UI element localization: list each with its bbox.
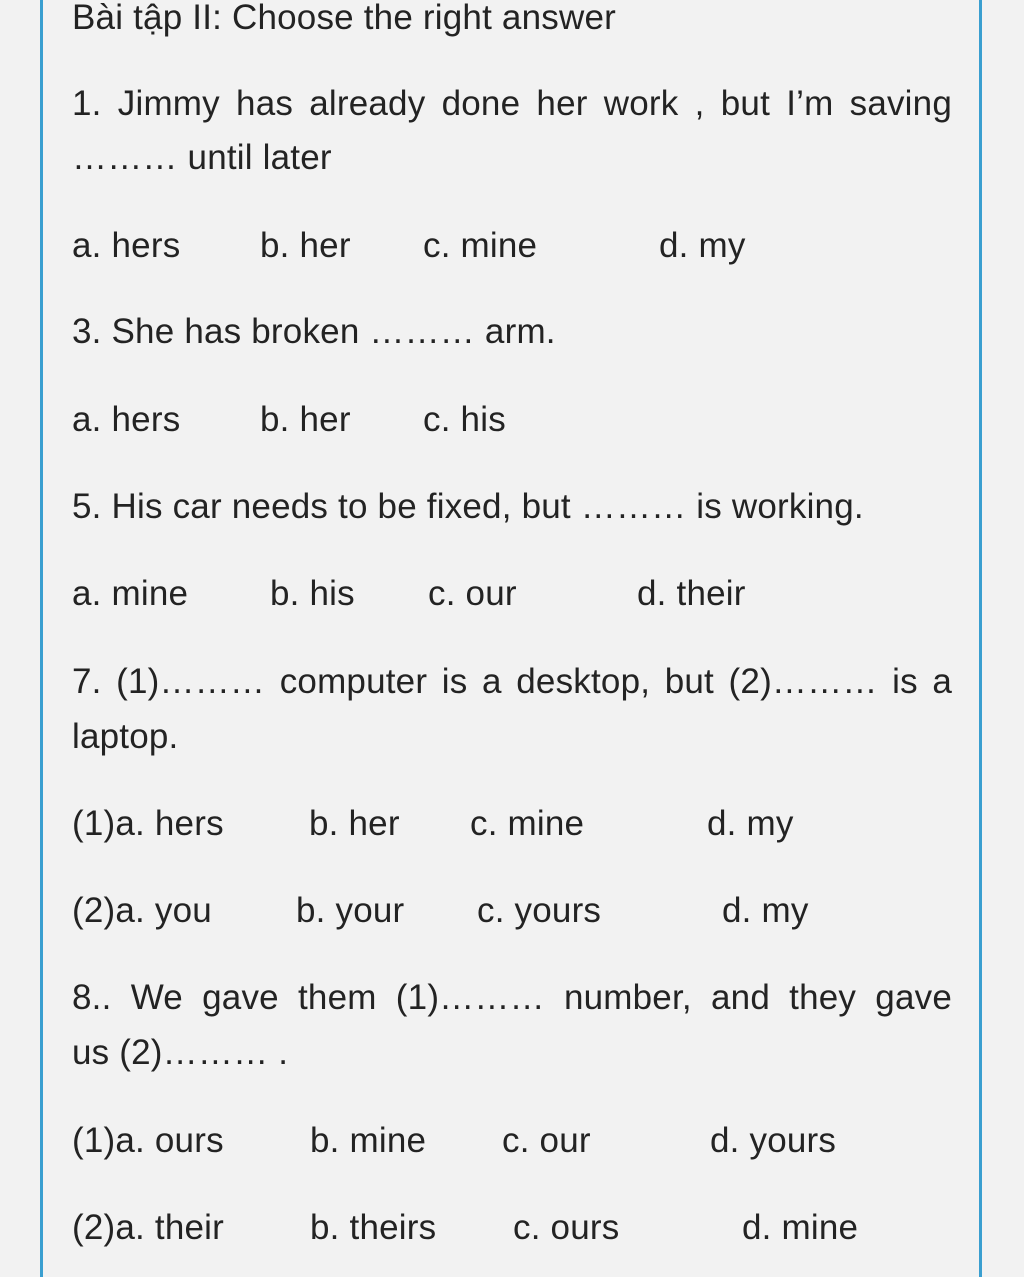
q7-part2-option-d[interactable]: d. my: [722, 891, 809, 930]
q3-option-b[interactable]: b. her: [260, 400, 351, 439]
q5-option-b[interactable]: b. his: [270, 574, 355, 613]
q8-part2-option-b[interactable]: b. theirs: [310, 1208, 437, 1247]
question-7-line-2: laptop.: [72, 717, 179, 756]
question-1-line-1: 1. Jimmy has already done her work , but I’m saving: [72, 84, 952, 123]
q1-option-c[interactable]: c. mine: [423, 226, 538, 265]
q5-option-a[interactable]: a. mine: [72, 574, 189, 613]
q7-part2-option-a[interactable]: (2)a. you: [72, 891, 212, 930]
q8-part2-option-c[interactable]: c. ours: [513, 1208, 620, 1247]
q3-option-c[interactable]: c. his: [423, 400, 506, 439]
q8-part2-option-a[interactable]: (2)a. their: [72, 1208, 224, 1247]
question-5: 5. His car needs to be fixed, but ……… is working.: [72, 487, 864, 526]
q1-option-a[interactable]: a. hers: [72, 226, 181, 265]
q8-part1-option-d[interactable]: d. yours: [710, 1121, 837, 1160]
q7-part2-option-c[interactable]: c. yours: [477, 891, 602, 930]
question-8-line-2: us (2)……… .: [72, 1033, 289, 1072]
q1-option-b[interactable]: b. her: [260, 226, 351, 265]
q8-part1-option-b[interactable]: b. mine: [310, 1121, 427, 1160]
question-3: 3. She has broken ……… arm.: [72, 312, 556, 351]
q3-option-a[interactable]: a. hers: [72, 400, 181, 439]
q1-option-d[interactable]: d. my: [659, 226, 746, 265]
right-border: [979, 0, 982, 1277]
q7-part1-option-c[interactable]: c. mine: [470, 804, 585, 843]
q8-part1-option-a[interactable]: (1)a. ours: [72, 1121, 224, 1160]
q8-part2-option-d[interactable]: d. mine: [742, 1208, 859, 1247]
left-border: [40, 0, 43, 1277]
q7-part1-option-b[interactable]: b. her: [309, 804, 400, 843]
question-7-line-1: 7. (1)……… computer is a desktop, but (2)……… is a: [72, 662, 952, 701]
q7-part1-option-a[interactable]: (1)a. hers: [72, 804, 224, 843]
exercise-title: Bài tập II: Choose the right answer: [72, 0, 616, 37]
q5-option-c[interactable]: c. our: [428, 574, 517, 613]
q7-part2-option-b[interactable]: b. your: [296, 891, 405, 930]
question-1-line-2: ……… until later: [72, 138, 332, 177]
question-8-line-1: 8.. We gave them (1)……… number, and they gave: [72, 978, 952, 1017]
q5-option-d[interactable]: d. their: [637, 574, 746, 613]
q8-part1-option-c[interactable]: c. our: [502, 1121, 591, 1160]
q7-part1-option-d[interactable]: d. my: [707, 804, 794, 843]
